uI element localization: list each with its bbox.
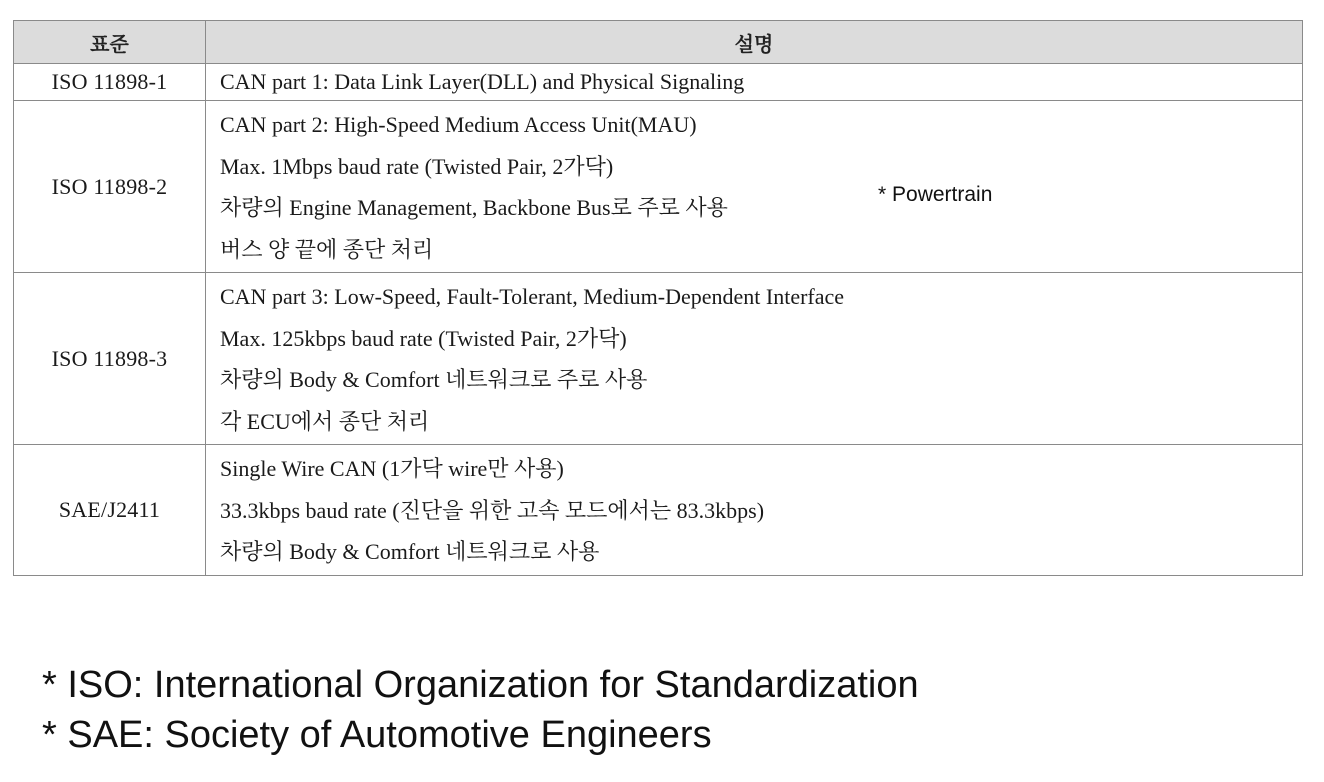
standard-cell: ISO 11898-1 [14,64,206,101]
footnotes [42,660,919,760]
header-description: 설명 [206,21,1303,64]
description-line: 버스 양 끝에 종단 처리 [220,236,434,262]
footnote-iso: * ISO: International Organization for Standardization [42,664,919,706]
description-line: Max. 125kbps baud rate (Twisted Pair, 2가닥) [220,325,627,351]
description-cell [206,273,1303,445]
standard-cell: ISO 11898-2 [14,101,206,273]
description-line: 차량의 Body & Comfort 네트워크로 사용 [220,539,600,564]
description-line: Single Wire CAN (1가닥 wire만 사용) [220,456,564,481]
table-row [14,64,1303,101]
description-line: 차량의 Body & Comfort 네트워크로 주로 사용 [220,367,648,392]
table-row [14,445,1303,576]
description-line: Max. 1Mbps baud rate (Twisted Pair, 2가닥) [220,153,614,179]
standard-cell: ISO 11898-3 [14,273,206,445]
description-cell [206,445,1303,576]
description-cell [206,101,1303,273]
table-row [14,273,1303,445]
description-line: 각 ECU에서 종단 처리 [220,408,430,434]
can-standards-table [13,20,1303,576]
description-line: CAN part 2: High-Speed Medium Access Unit(MAU) [220,112,697,137]
table-row [14,101,1303,273]
table-header-row [14,21,1303,64]
description-line: 33.3kbps baud rate (진단을 위한 고속 모드에서는 83.3kbps) [220,497,765,523]
description-line: CAN part 3: Low-Speed, Fault-Tolerant, Medium-Dependent Interface [220,284,845,309]
description-cell [206,64,1303,101]
description-line: CAN part 1: Data Link Layer(DLL) and Physical Signaling [220,69,745,94]
footnote-sae: * SAE: Society of Automotive Engineers [42,714,712,756]
header-standard: 표준 [14,21,206,64]
description-line: 차량의 Engine Management, Backbone Bus로 주로 사용 [220,195,728,220]
powertrain-note: * Powertrain [878,183,993,206]
standard-cell: SAE/J2411 [14,445,206,576]
